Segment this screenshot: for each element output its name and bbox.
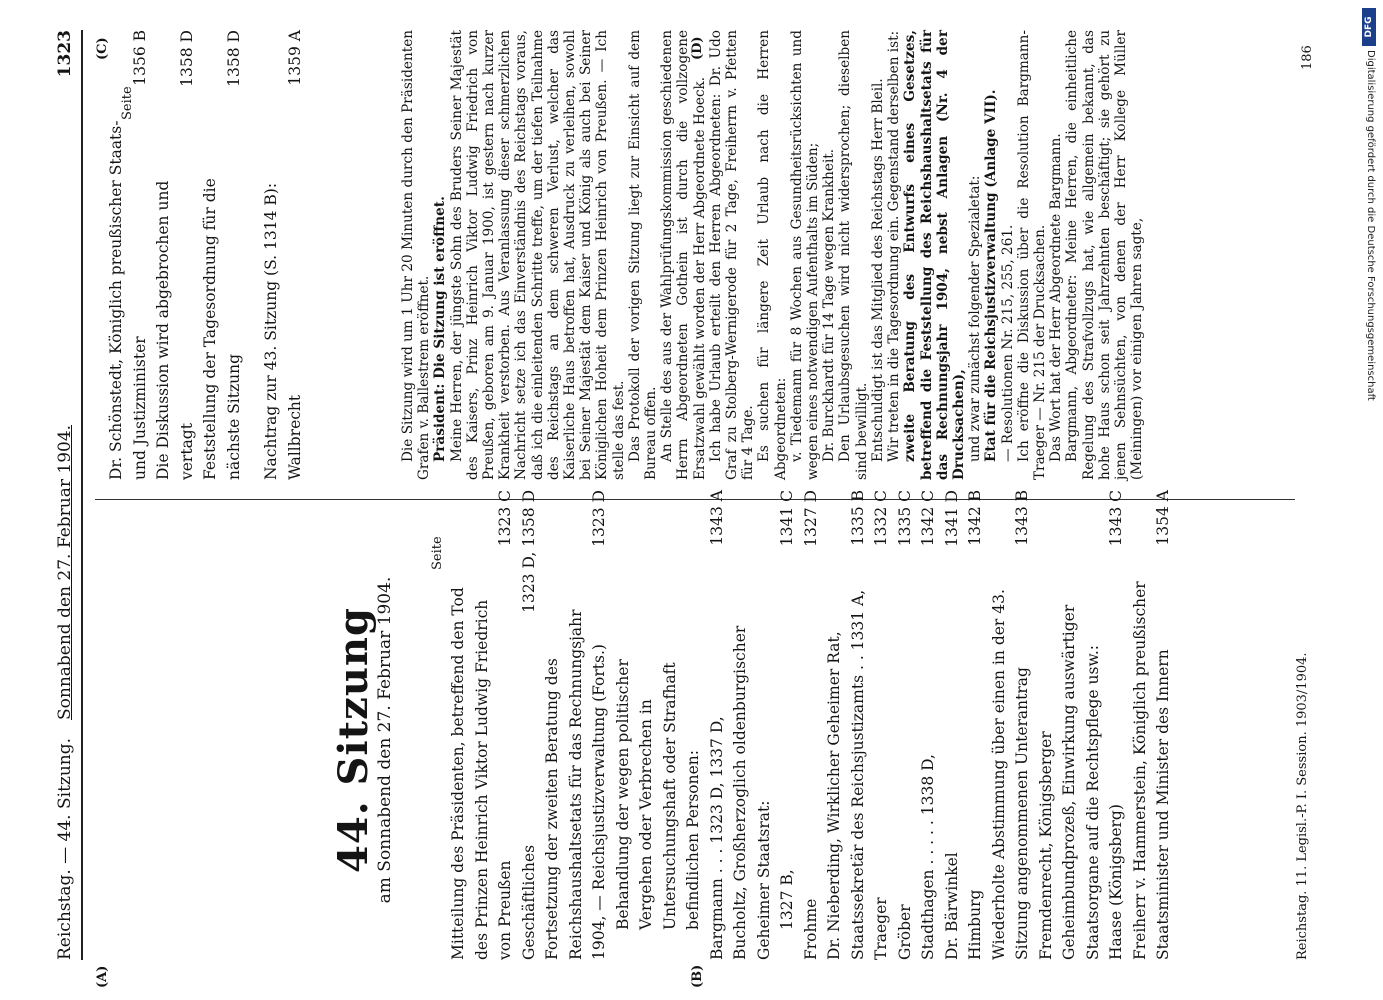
paragraph: Ich habe Urlaub erteilt den Herren Abgeordneten: Dr. Udo Graf zu Stolberg-Wernigerode für 2 Tage, Freiherrn v. Pfetten für 4 Tage. [707,30,757,480]
digitization-credit [1361,8,1379,401]
session-date: am Sonnabend den 27. Februar 1904. [375,576,395,904]
toc-entry: Die Diskussion wird abgebrochen und vertagt 1358 D [154,30,196,480]
paragraph: Wir treten in die Tagesordnung ein. Gegenstand derselben ist: [886,30,903,462]
dfg-logo-text: DFG [1364,16,1374,38]
toc-entry: Mitteilung des Präsidenten, betreffend den Tod des Prinzen Heinrich Viktor Ludwig Friedrich von Preußen 1323 C [449,490,514,960]
toc-entry: 1327 B, 1341 C [778,490,796,930]
paragraph: Es suchen für längere Zeit Urlaub nach die Herren Abgeordneten: [756,30,789,480]
paragraph: Ich eröffne die Diskussion über die Resolution Bargmann-Traeger — Nr. 215 der Drucksachen. [1015,30,1048,480]
paragraph: Entschuldigt ist das Mitglied des Reichstags Herr Bleil. [869,78,886,462]
margin-letter-d: (D) [690,36,705,60]
toc-entry: Haase (Königsberg) 1343 C [1107,490,1125,960]
paragraph: An Stelle des aus der Wahlprüfungskommission geschiedenen Herrn Abgeordneten Gothein ist durch die vollzogene Ersatzwahl gewählt worden der Herr Abgeordnete Hoeck. [659,30,708,480]
toc-entry: Bucholtz, Großherzoglich oldenburgischer Geheimer Staatsrat: [731,625,773,960]
paragraph: Meine Herren, der jüngste Sohn des Bruders Seiner Majestät des Kaisers, Prinz Heinrich Viktor Ludwig Friedrich von Preußen, geboren am 9. Januar 1900, ist gestern nach kurzer Krankheit verstorben. Aus Veranlassung dieser schmerzlichen Nachricht setze ich das Einverständnis des Reichstags voraus, daß ich die einleitenden Schritte treffe, um der tiefen Teilnahme des Reichstags an dem schweren Verlust, welcher das Kaiserliche Haus betroffen hat, Ausdruck zu verleihen, sowohl bei Seiner Majestät dem Kaiser und König als auch bei Seiner Königlichen Hoheit dem Prinzen Heinrich von Preußen. — Ich stelle das fest. [448,30,627,480]
toc-entry: Fortsetzung der zweiten Beratung des Reichshaushaltsetats für das Rechnungsjahr 1904, — Reichsjustizverwaltung (Forts.) 1323 D [543,490,608,960]
toc-entry: Feststellung der Tagesordnung für die nächste Sitzung 1358 D [201,30,243,480]
header-page-number: 1323 [55,30,75,78]
toc-entry: Behandlung der wegen politischer Vergehen oder Verbrechen in Untersuchungshaft oder Strafhaft befindlichen Personen: [613,659,702,930]
paragraph: Bargmann, Abgeordneter: Meine Herren, die einheitliche Regelung des Strafvollzugs hat, wie allgemein bekannt, das hohe Haus schon seit Jahrzehnten beschäftigt; sie gehört zu jenen Sehnsüchten, von denen der Herr Kollege Müller (Meiningen) vor einigen Jahren sagte, [1064,30,1146,480]
toc-entry: Freiherr v. Hammerstein, Königlich preußischer Staatsminister und Minister des Innern 1354 A [1130,490,1172,960]
toc-entry: Wiederholte Abstimmung über einen in der 43. Sitzung angenommenen Unterantrag 1343 B [989,490,1031,960]
toc-entry: Dr. Nieberding, Wirklicher Geheimer Rat, Staatssekretär des Reichsjustizamts . . 1331 A, 1335 B [825,490,867,960]
paragraph: Dr. Burckhardt für 14 Tage wegen Krankheit. [821,148,838,462]
sheet-number: 186 [1300,45,1315,70]
seite-label-left: Seite [430,536,445,570]
paragraph: v. Tiedemann für 8 Wochen aus Gesundheitsrücksichten und wegen eines notwendigen Aufenthalts im Süden; [788,30,822,480]
paragraph: Das Protokoll der vorigen Sitzung liegt zur Einsicht auf dem Bureau offen. [626,30,660,480]
running-header [55,30,83,960]
paragraph: und zwar zunächst folgender Spezialetat: [967,175,984,462]
toc-entry: Fremdenrecht, Königsberger Geheimbundprozeß, Einwirkung auswärtiger Staatsorgane auf die Rechtspflege usw.: [1036,604,1102,960]
toc-entry: Stadthagen . . . . . 1338 D, 1342 C [919,490,937,960]
header-left: Reichstag. — 44. Sitzung. [55,737,75,960]
credit-text: Digitalisierung gefördert durch die Deutsche Forschungsgemeinschaft [1365,50,1376,401]
toc-entry: Bargmann . . . 1323 D, 1337 D, 1343 A [707,490,726,960]
paragraph: zweite Beratung des Entwurfs eines Gesetzes, betreffend die Feststellung des Reichshaushaltsetats für das Rechnungsjahr 1904, nebst Anlagen (Nr. 4 der Drucksachen), [902,30,967,480]
margin-letter-c: (C) [95,37,110,60]
toc-entry: Traeger 1332 C [872,490,890,960]
paragraph: Etat für die Reichsjustizverwaltung (Anlage VII). [983,89,1000,462]
header-date: Sonnabend den 27. Februar 1904. [55,424,75,720]
margin-letter-a: (A) [95,965,110,988]
paragraph: Präsident: Die Sitzung ist eröffnet. [432,196,449,462]
toc-entry: Frohme 1327 D [801,490,820,960]
toc-entry: Himburg 1342 B [966,490,984,960]
paragraph: Die Sitzung wird um 1 Uhr 20 Minuten durch den Präsidenten Grafen v. Ballestrem eröffnet. [400,30,433,480]
seite-label-right: Seite [120,86,135,120]
paragraph: Den Urlaubsgesuchen wird nicht widersprochen; dieselben sind bewilligt. [837,30,870,480]
page-footer: Reichstag. 11. Legisl.-P. I. Session. 1903/1904. [1295,652,1310,960]
toc-entry: Gröber 1335 C [895,490,914,960]
paragraph: Das Wort hat der Herr Abgeordnete Bargmann. [1048,133,1065,462]
table-of-contents-right [105,30,307,480]
session-title: 44. Sitzung [330,607,377,873]
table-of-contents-left [447,490,1176,960]
paragraph: — Resolutionen Nr. 215, 255, 261. [999,224,1016,462]
toc-entry: Dr. Bärwinkel 1341 D [942,490,961,960]
margin-letter-b: (B) [690,964,705,988]
toc-entry: Geschäftliches 1323 D, 1358 D [519,490,538,960]
dfg-logo [1362,8,1376,46]
session-transcript [400,30,1145,480]
toc-entry: Dr. Schönstedt, Königlich preußischer Staats- und Justizminister 1356 B [107,30,149,480]
toc-entry: Nachtrag zur 43. Sitzung (S. 1314 B): Wallbrecht 1359 A [262,30,304,480]
